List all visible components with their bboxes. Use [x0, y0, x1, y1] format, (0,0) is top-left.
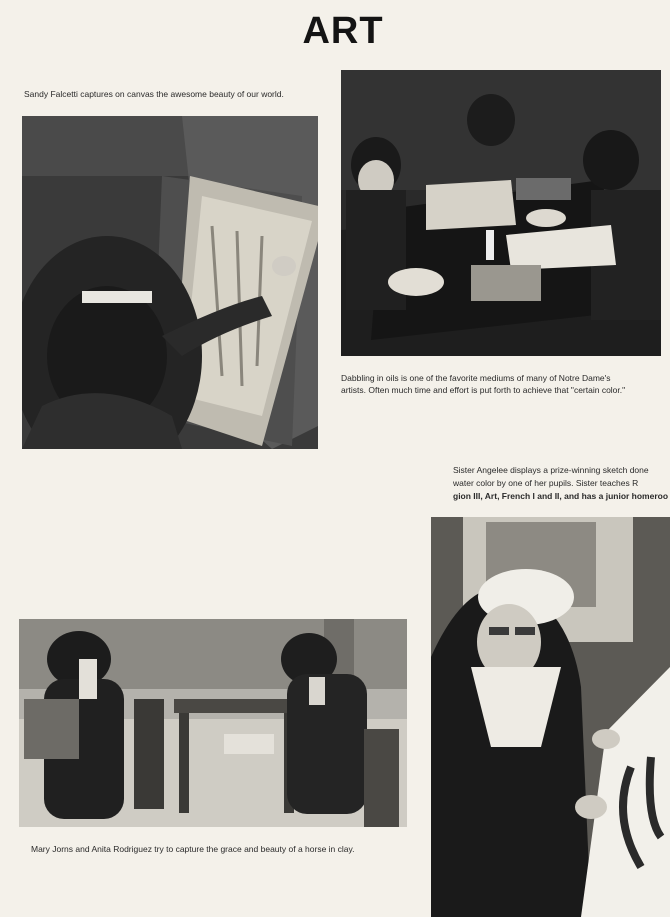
caption-sister-line3: gion III, Art, French I and II, and has a junior homeroo [453, 491, 669, 501]
caption-oils-line1: Dabbling in oils is one of the favorite mediums of many of Notre Dame's [341, 373, 611, 383]
caption-clay: Mary Jorns and Anita Rodriguez try to capture the grace and beauty of a horse in clay. [31, 844, 355, 854]
photo-nun-holding-sketch [431, 517, 670, 917]
caption-sister-line2: water color by one of her pupils. Sister teaches R [453, 478, 639, 488]
caption-sister-line1: Sister Angelee displays a prize-winning sketch done [453, 465, 649, 475]
caption-oils-line2: artists. Often much time and effort is put forth to achieve that "certain color." [341, 385, 626, 395]
page-title: ART [302, 10, 384, 52]
photo-clay-sculpting [19, 619, 407, 827]
photo-painting-canvas [22, 116, 318, 449]
caption-sandy: Sandy Falcetti captures on canvas the awesome beauty of our world. [24, 89, 284, 99]
photo-oil-painting-table [341, 70, 661, 356]
